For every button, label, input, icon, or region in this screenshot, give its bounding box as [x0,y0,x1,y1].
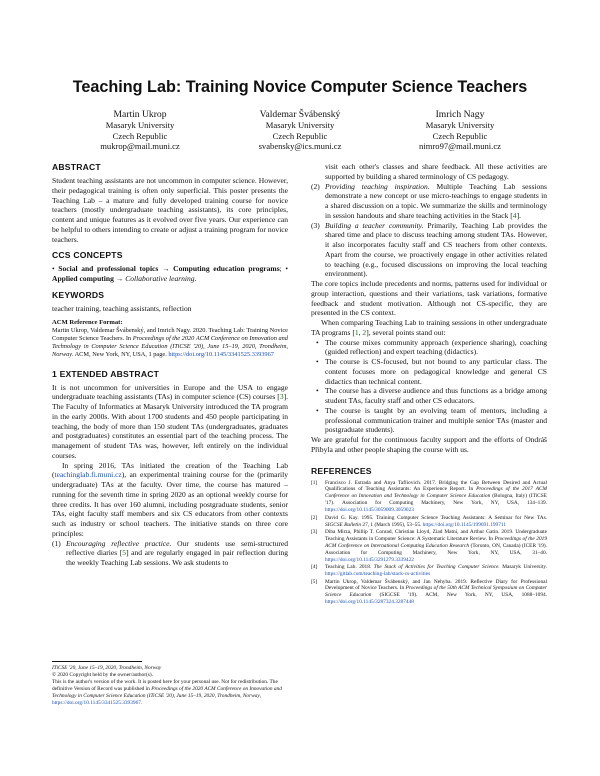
acm-reference-heading: ACM Reference Format: [52,318,123,326]
principle-title: Building a teacher community. [325,220,424,230]
text-run: . [140,699,143,706]
acm-reference-publisher: ACM, New York, NY, USA, 1 page. [73,351,169,359]
author-affiliation: Masaryk University [265,120,335,131]
text-run: Proceedings of the 50th ACM Technical Symposium on Computer Science Education [325,585,547,599]
paper-title: Teaching Lab: Training Novice Computer Science Teachers [72,78,528,96]
citation-link[interactable]: 3 [279,392,284,402]
ccs-arrow: → [158,264,174,274]
text-run: (SIGCSE '19). ACM, New York, NY, USA, 1088–1094. [371,592,547,599]
ccs-concepts [52,264,288,284]
footnote-rule [52,661,142,662]
ccs-term: Social and professional topics [58,264,159,274]
list-item: • The course is CS-focused, but not bound to any particular class. The content focuses more on pedagogical knowledge and general CS didactics than technical content. [311,357,547,386]
author-1 [60,110,220,152]
reference-link[interactable]: https://doi.org/10.1145/3059009.3059023 [325,507,414,514]
ccs-bullet: • [52,264,59,274]
reference-item [311,564,547,578]
text-run: Masaryk University. [499,564,548,571]
references-list [311,480,547,607]
reference-link[interactable]: https://gitlab.com/teaching-lab/stack-cs-activities [325,571,431,578]
author-name: Valdemar Švábenský [259,109,341,120]
text-run: Diba Mirza, Phillip T. Conrad, Christian Lloyd, Ziad Matni, and Arthur Gatin. 2019. Undergraduate Teaching Assistants in Computer Science: A Systematic Literature Review. In [325,529,547,542]
text-run: Proceedings of the 2019 ACM Conference on International Computing Education Research [325,535,547,549]
text-run: ]. [516,210,521,220]
author-email: mukrop@mail.muni.cz [100,141,180,152]
list-number: (3) [311,220,320,230]
citation-link[interactable]: 5 [122,548,127,558]
list-number: (1) [52,538,61,548]
author-country: Czech Republic [432,130,488,141]
author-block [60,110,540,152]
text-run: It is not uncommon for universities in Europe and the USA to engage undergraduate teaching assistants (TAs) in computer science (CS) courses [ [52,382,288,402]
text-run: Teaching Lab. 2018. [325,564,374,571]
references-heading: REFERENCES [311,465,372,476]
text-run: 27, 1 (March 1995), 53–55. [361,521,423,528]
text-run: Our students use semi-structured reflective diaries [ [66,538,288,558]
reference-number: [4] [311,564,318,571]
reference-link[interactable]: https://doi.org/10.1145/3287324.3287448 [325,599,414,606]
list-item [52,539,288,568]
text-run: ], several points stand out: [366,327,446,337]
text-run: (Bologna, Italy) (ITiCSE '17). Association for Computing Machinery, New York, NY, USA, 134–139. [325,493,547,507]
text-run: Proceedings of the 2020 ACM Conference on Innovation and Technology in Computer Science Education (ITiCSE '20), June 15–19, 2020, Trondheim, Norway [52,685,282,699]
list-number: (2) [311,181,320,191]
acknowledgements: We are grateful for the continuous faculty support and the efforts of Ondráš Přibyla and other people shaping the course with us. [311,435,547,454]
text-run: Martin Ukrop, Valdemar Švábenský, and Jan Nehyba. 2019. Reflective Diary for Professional Development of Novice Teachers. In [325,578,547,592]
acm-reference [52,319,288,360]
principle-title: Encouraging reflective practice. [66,538,172,548]
text-run: , [259,692,262,699]
right-column [311,162,547,607]
author-name: Martin Ukrop [113,109,167,120]
author-name: Imrich Nagy [435,109,485,120]
body-paragraph [52,383,288,461]
citation-link[interactable]: 2 [362,327,367,337]
author-2 [220,110,380,152]
list-item: • The course mixes community approach (experience sharing), coaching (guided reflection) and expert teaching (didactics). [311,338,547,358]
reference-number: [2] [311,514,318,521]
citation-link[interactable]: 1 [354,327,359,337]
author-country: Czech Republic [112,130,168,141]
author-email: nimro97@mail.muni.cz [419,141,501,152]
author-email: svabensky@ics.muni.cz [258,141,342,152]
ccs-arrow: → [113,274,126,283]
text-run: The Stack of Activities for Teaching Computer Science. [373,564,500,571]
text-run: Primarily, Teaching Lab provides the shared time and place to discuss teaching among student TAs. However, it also incorporates faculty staff and CS teachers from other contexts. Apart from the course, we proactively engage in other activities related to teaching (e.g., focused discussions on improving the local teaching environment). [325,220,547,279]
footnote-copyright: © 2020 Copyright held by the owner/author(s). [52,671,153,678]
list-item [311,182,547,221]
reference-number: [3] [311,529,318,536]
ccs-term: Collaborative learning [125,274,195,283]
left-column [52,162,288,568]
text-run: When comparing Teaching Lab to training sessions in other undergraduate TA programs [ [311,318,547,337]
text-run: ]. The Faculty of Informatics at Masaryk University introduced the TA program in the early 2000s. With about 1700 students and 450 people participating in teaching, the body of more than 150 student TAs (undergraduates, graduates and postgraduates) constitutes an essential part of the teaching process. The management of student TAs was, however, left entirely on the individual courses. [52,392,288,460]
keywords-text: teacher training, teaching assistants, reflection [52,303,192,313]
text-run: Francisco J. Estrada and Anya Tafliovich. 2017. Bridging the Gap Between Desired and Actual Qualifications of Teaching Assistants: An Experience Report. In [325,479,547,493]
text-run: (Toronto, ON, Canada) (ICER '19). Association for Computing Machinery, New York, NY, USA, 31–40. [325,542,547,556]
author-affiliation: Masaryk University [105,120,175,131]
reference-item [311,480,547,515]
ccs-term: Computing education programs [173,264,280,274]
text-run: Multiple Teaching Lab sessions demonstrate a new concept or use micro-teachings to engage students in a shared discussion on a topic. We summarize the skills and terminology in session handouts and share teaching activities in the Stack [ [325,181,547,220]
text-run: ), an experimental training course for the (primarily undergraduate) TAs at the faculty. Over time, the course has matured – running for the seventh time in spring 2020 as an optional weekly course for three credits. It has over 160 alumni, including postgraduate students, senior TAs, eight faculty staff members and six CS educators from other contexts such as industry or school teachers. The initiative stands on three core principles: [52,470,288,538]
author-country: Czech Republic [272,130,328,141]
features-list [311,338,547,436]
text-run: David G. Kay. 1995. Training Computer Science Teaching Assistants: A Seminar for New TAs. [325,514,547,521]
reference-number: [5] [311,578,318,585]
abstract-heading: ABSTRACT [52,162,101,172]
acm-reference-authors: Martin Ukrop, Valdemar Švábenský, and Imrich Nagy. 2020. Teaching Lab: Training Novice Computer Science Teachers. In [52,326,288,342]
acm-reference-venue: Proceedings of the 2020 ACM Conference on Innovation and Technology in Computer Science Education (ITiCSE '20), June 15–19, 2020, Trondheim, Norway. [52,334,288,359]
reference-item [311,529,547,564]
citation-link[interactable]: 4 [512,210,517,220]
copyright-footnote [52,661,288,706]
ccs-separator: ; • [279,264,289,274]
list-item: • The course is taught by an evolving team of mentors, including a professional communication trainer and multiple senior TAs (master and postgraduate students). [311,406,547,435]
body-paragraph: The core topics include precedents and norms, patterns used for individual or group interaction, questions and their variations, task variations, formative feedback and student motivation. Although not CS-specific, they are presented in the CS context. [311,279,547,318]
text-run: In spring 2016, TAs initiated the creation of the Teaching Lab ( [52,460,288,480]
ccs-end: . [194,274,197,283]
principle-title: Providing teaching inspiration. [325,181,430,191]
principles-list-continued [311,182,547,280]
list-item: • The course has a diverse audience and thus functions as a bridge among student TAs, faculty staff and other CS educators. [311,386,547,406]
reference-item [311,579,547,607]
principle-continuation: visit each other's classes and share feedback. All these activities are supported by building a shared terminology of CS pedagogy. [325,162,547,181]
reference-link[interactable]: https://doi.org/10.1145/3291279.3339422 [325,556,414,563]
list-item [311,221,547,280]
text-run: This is the author's version of the work. It is posted here for your personal use. Not for redistribution. The definitive Version of Record was published in [52,678,278,692]
reference-link[interactable]: https://doi.org/10.1145/199691.199711 [422,521,507,528]
footnote-conference [52,665,288,672]
text-run: ITiCSE '20, June 15–19, 2020, Trondheim, Norway [52,665,162,671]
body-paragraph [311,318,547,338]
footnote-doi-link[interactable]: https://doi.org/10.1145/3341525.3393967 [52,699,141,706]
footnote-version [52,679,288,707]
section-heading: 1 EXTENDED ABSTRACT [52,368,160,379]
text-run: SIGCSE Bulletin [325,521,362,528]
text-run: Proceedings of the 2017 ACM Conference on Innovation and Technology in Computer Science Education [325,486,547,500]
author-affiliation: Masaryk University [425,120,495,131]
author-3 [380,110,540,152]
text-run: , [358,327,363,337]
acm-reference-doi-link[interactable]: https://doi.org/10.1145/3341525.3393967 [168,351,274,359]
keywords-heading: KEYWORDS [52,289,105,300]
body-paragraph [52,461,288,539]
principles-list [52,539,288,568]
teachinglab-link[interactable]: teachinglab.fi.muni.cz [54,470,122,480]
text-run: ] and are regularly engaged in pair reflection during the weekly Teaching Lab sessions. We ask students to [66,548,288,568]
ccs-term: Applied computing [52,274,114,283]
reference-number: [1] [311,479,318,486]
reference-item [311,515,547,529]
ccs-heading: CCS CONCEPTS [52,250,123,261]
abstract-text: Student teaching assistants are not uncommon in computer science. However, their pedagogical training is often only superficial. This poster presents the Teaching Lab – a mature and fully developed training course for novice teachers (mostly undergraduate teaching assistants), its core principles, content and unique features as it evolved over five years. Our experience can be helpful to others intending to create or adjust a training program for novice teachers. [52,176,288,244]
